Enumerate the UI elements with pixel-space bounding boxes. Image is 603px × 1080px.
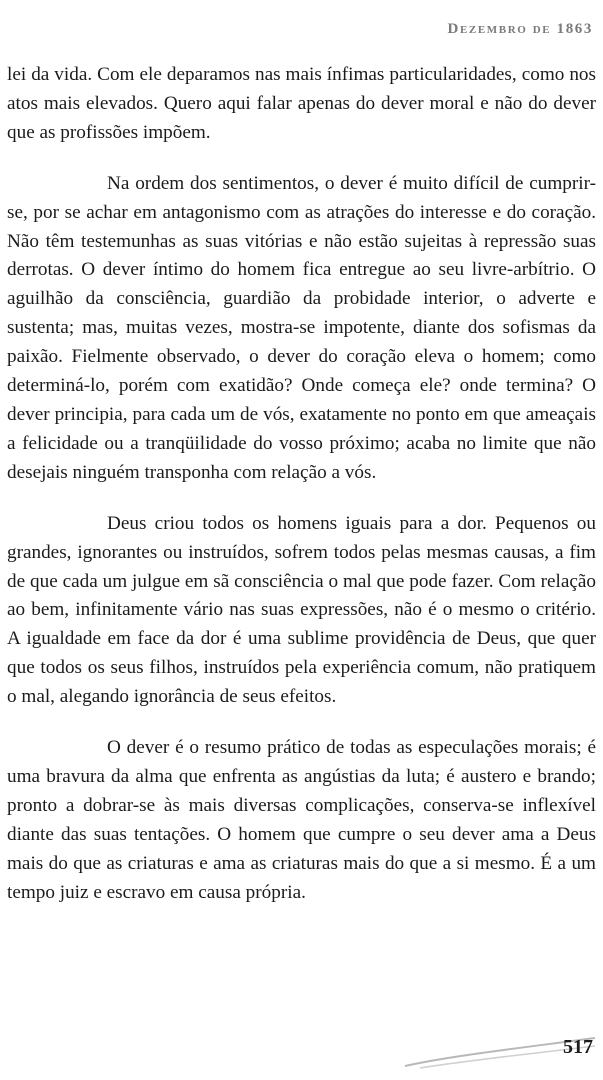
paragraph-continuation: lei da vida. Com ele deparamos nas mais ínfimas particularidades, como nos atos mais elevados. Quero aqui falar apenas do dever moral e não do dever que as profissões impõem. <box>7 64 596 143</box>
paragraph: Deus criou todos os homens iguais para a dor. Pequenos ou grandes, ignorantes ou instruídos, sofrem todos pelas mesmas causas, a fim de que cada um julgue em sã consciência o mal que pode fazer. Com relação ao bem, infinitamente vário nas suas expressões, não é o mesmo o critério. A igualdade em face da dor é uma sublime providência de Deus, que quer que todos os seus filhos, instruídos pela experiência comum, não pratiquem o mal, alegando ignorância de seus efeitos. <box>7 512 596 708</box>
paragraph: O dever é o resumo prático de todas as especulações morais; é uma bravura da alma que enfrenta as angústias da luta; é austero e brando; pronto a dobrar-se às mais diversas complicações, conserva-se inflexível diante das suas tentações. O homem que cumpre o seu dever ama a Deus mais do que as criaturas e ama as criaturas mais do que a si mesmo. É a um tempo juiz e escravo em causa própria. <box>7 737 596 903</box>
body-text <box>7 61 596 929</box>
paragraph: Na ordem dos sentimentos, o dever é muito difícil de cumprir-se, por se achar em antagonismo com as atrações do interesse e do coração. Não têm testemunhas as suas vitórias e não estão sujeitas à repressão suas derrotas. O dever íntimo do homem fica entregue ao seu livre-arbítrio. O aguilhão da consciência, guardião da probidade interior, o adverte e sustenta; mas, muitas vezes, mostra-se impotente, diante dos sofismas da paixão. Fielmente observado, o dever do coração eleva o homem; como determiná-lo, porém com exatidão? Onde começa ele? onde termina? O dever principia, para cada um de vós, exatamente no ponto em que ameaçais a felicidade ou a tranqüilidade do vosso próximo; acaba no limite que não desejais ninguém transponha com relação a vós. <box>7 172 596 483</box>
page-number: 517 <box>563 1036 593 1058</box>
running-header: Dezembro de 1863 <box>447 21 593 37</box>
